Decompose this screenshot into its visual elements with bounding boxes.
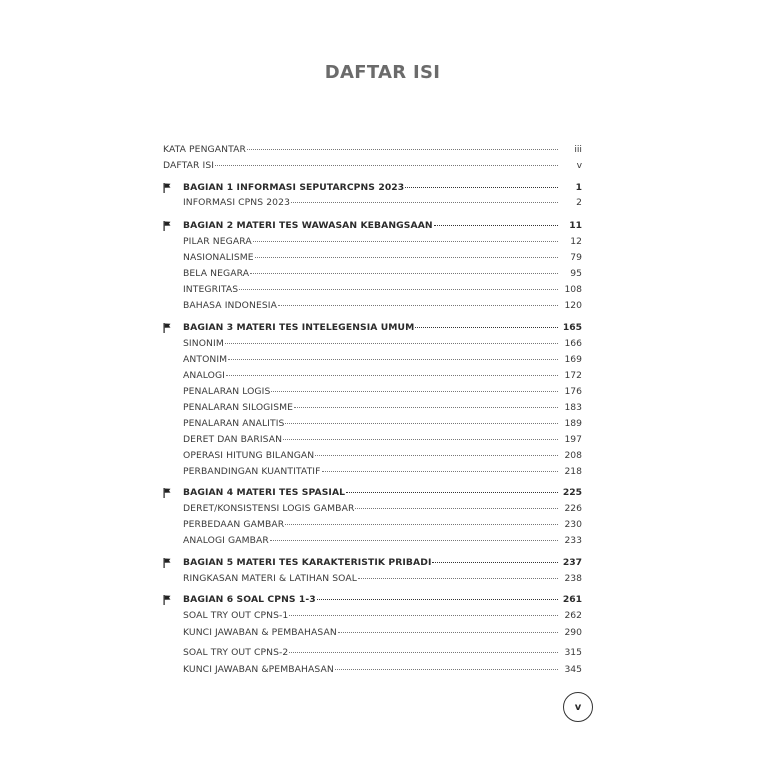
toc-entry [183,534,582,548]
toc-entry-label: PENALARAN LOGIS [183,386,271,397]
toc-entry-page: 261 [562,594,582,605]
dot-leader [294,407,558,408]
dot-leader [270,540,558,541]
toc-entry [183,235,582,249]
toc-entry-page: 165 [562,322,582,333]
toc-entry-page: 197 [564,434,582,445]
dot-leader [247,149,558,150]
toc-entry-label: KUNCI JAWABAN &PEMBAHASAN [183,664,334,675]
toc-entry [183,626,582,640]
dot-leader [225,343,558,344]
toc-entry-page: 11 [569,220,582,231]
toc-entry [183,449,582,463]
toc-entry [183,417,582,431]
toc-entry-page: 1 [575,182,582,193]
toc-entry [183,369,582,383]
toc-entry-label: ANTONIM [183,354,228,365]
toc-entry-page: 237 [562,557,582,568]
toc-entry-label: RINGKASAN MATERI & LATIHAN SOAL [183,573,357,584]
toc-entry-page: 315 [564,647,582,658]
toc-entry-page: 120 [564,300,582,311]
toc-entry-label: BELA NEGARA [183,268,250,279]
dot-leader [289,615,558,616]
toc-entry [183,385,582,399]
dot-leader [432,562,558,563]
toc-entry-label: KUNCI JAWABAN & PEMBAHASAN [183,627,337,638]
toc-entry [183,283,582,297]
dot-leader [250,273,558,274]
toc-entry-label: BAGIAN 4 MATERI TES SPASIAL [183,487,346,498]
toc-entry [183,646,582,660]
dot-leader [291,202,558,203]
toc-entry-page: 2 [576,197,582,208]
dot-leader [434,225,558,226]
toc-entry-label: BAGIAN 1 INFORMASI SEPUTARCPNS 2023 [183,182,405,193]
toc-entry-label: NASIONALISME [183,252,254,263]
dot-leader [355,508,558,509]
toc-entry [183,299,582,313]
toc-entry-label: DERET/KONSISTENSI LOGIS GAMBAR [183,503,355,514]
toc-entry-page: 169 [564,354,582,365]
toc-entry-label: PENALARAN ANALITIS [183,418,285,429]
dot-leader [215,165,558,166]
flag-icon [163,558,171,568]
toc-entry [183,353,582,367]
toc-entry-label: OPERASI HITUNG BILANGAN [183,450,315,461]
toc-entry-label: KATA PENGANTAR [163,144,246,155]
toc-entry-page: 189 [564,418,582,429]
dot-leader [415,327,558,328]
toc-entry-label: PENALARAN SILOGISME [183,402,294,413]
toc-entry-label: BAGIAN 5 MATERI TES KARAKTERISTIK PRIBADI [183,557,432,568]
toc-entry-page: 238 [564,573,582,584]
toc-entry [183,267,582,281]
toc-entry-page: iii [574,144,582,155]
dot-leader [226,375,558,376]
toc-section-heading [183,181,582,195]
dot-leader [358,578,558,579]
dot-leader [253,241,558,242]
toc-entry-page: 79 [570,252,582,263]
toc-entry [163,159,582,173]
toc-entry-page: 233 [564,535,582,546]
toc-entry-page: 225 [562,487,582,498]
toc-entry [163,143,582,157]
toc-entry-page: 95 [570,268,582,279]
dot-leader [271,391,558,392]
toc-entry [183,401,582,415]
dot-leader [315,455,558,456]
toc-entry [183,196,582,210]
toc-entry-label: INFORMASI CPNS 2023 [183,197,291,208]
toc-entry-label: PERBEDAAN GAMBAR [183,519,285,530]
toc-entry [183,465,582,479]
toc-entry-page: 172 [564,370,582,381]
toc-entry-page: 230 [564,519,582,530]
toc-entry-label: SINONIM [183,338,224,349]
toc-entry-label: DAFTAR ISI [163,160,215,171]
toc-entry [183,433,582,447]
dot-leader [255,257,558,258]
toc-entry-page: 108 [564,284,582,295]
toc-entry-page: 226 [564,503,582,514]
toc-entry-label: BAHASA INDONESIA [183,300,277,311]
flag-icon [163,488,171,498]
toc-section-heading [183,321,582,335]
toc-entry-page: 218 [564,466,582,477]
toc-entry-page: 345 [564,664,582,675]
page-title: DAFTAR ISI [324,62,441,83]
toc-section-heading [183,593,582,607]
dot-leader [338,632,558,633]
toc-entry-label: BAGIAN 3 MATERI TES INTELEGENSIA UMUM [183,322,415,333]
dot-leader [289,652,558,653]
flag-icon [163,221,171,231]
dot-leader [346,492,558,493]
page-number-badge: v [563,692,593,722]
toc-entry-label: BAGIAN 6 SOAL CPNS 1-3 [183,594,316,605]
toc-section-heading [183,486,582,500]
dot-leader [278,305,558,306]
toc-entry-page: 166 [564,338,582,349]
toc-entry-page: 12 [570,236,582,247]
toc-entry-page: 262 [564,610,582,621]
flag-icon [163,595,171,605]
dot-leader [405,187,558,188]
dot-leader [335,669,558,670]
dot-leader [285,423,558,424]
toc-entry [183,502,582,516]
toc-section-heading [183,219,582,233]
toc-entry-label: PERBANDINGAN KUANTITATIF [183,466,321,477]
toc-section-heading [183,556,582,570]
toc-entry-page: 176 [564,386,582,397]
toc-entry-page: v [576,160,582,171]
toc-entry [183,572,582,586]
toc-entry-label: DERET DAN BARISAN [183,434,283,445]
toc-entry-label: ANALOGI [183,370,225,381]
toc-entry-label: INTEGRITAS [183,284,239,295]
dot-leader [283,439,558,440]
flag-icon [163,323,171,333]
toc-entry [183,518,582,532]
toc-entry [183,337,582,351]
toc-entry [183,609,582,623]
toc-entry [183,663,582,677]
toc-entry-label: SOAL TRY OUT CPNS-2 [183,647,289,658]
dot-leader [228,359,558,360]
dot-leader [317,599,558,600]
toc-entry-label: SOAL TRY OUT CPNS-1 [183,610,289,621]
toc-entry-page: 208 [564,450,582,461]
toc-entry-page: 183 [564,402,582,413]
toc-entry-page: 290 [564,627,582,638]
dot-leader [285,524,558,525]
dot-leader [239,289,558,290]
dot-leader [322,471,558,472]
toc-entry-label: BAGIAN 2 MATERI TES WAWASAN KEBANGSAAN [183,220,433,231]
toc-entry-label: ANALOGI GAMBAR [183,535,269,546]
flag-icon [163,183,171,193]
toc-entry-label: PILAR NEGARA [183,236,252,247]
toc-entry [183,251,582,265]
